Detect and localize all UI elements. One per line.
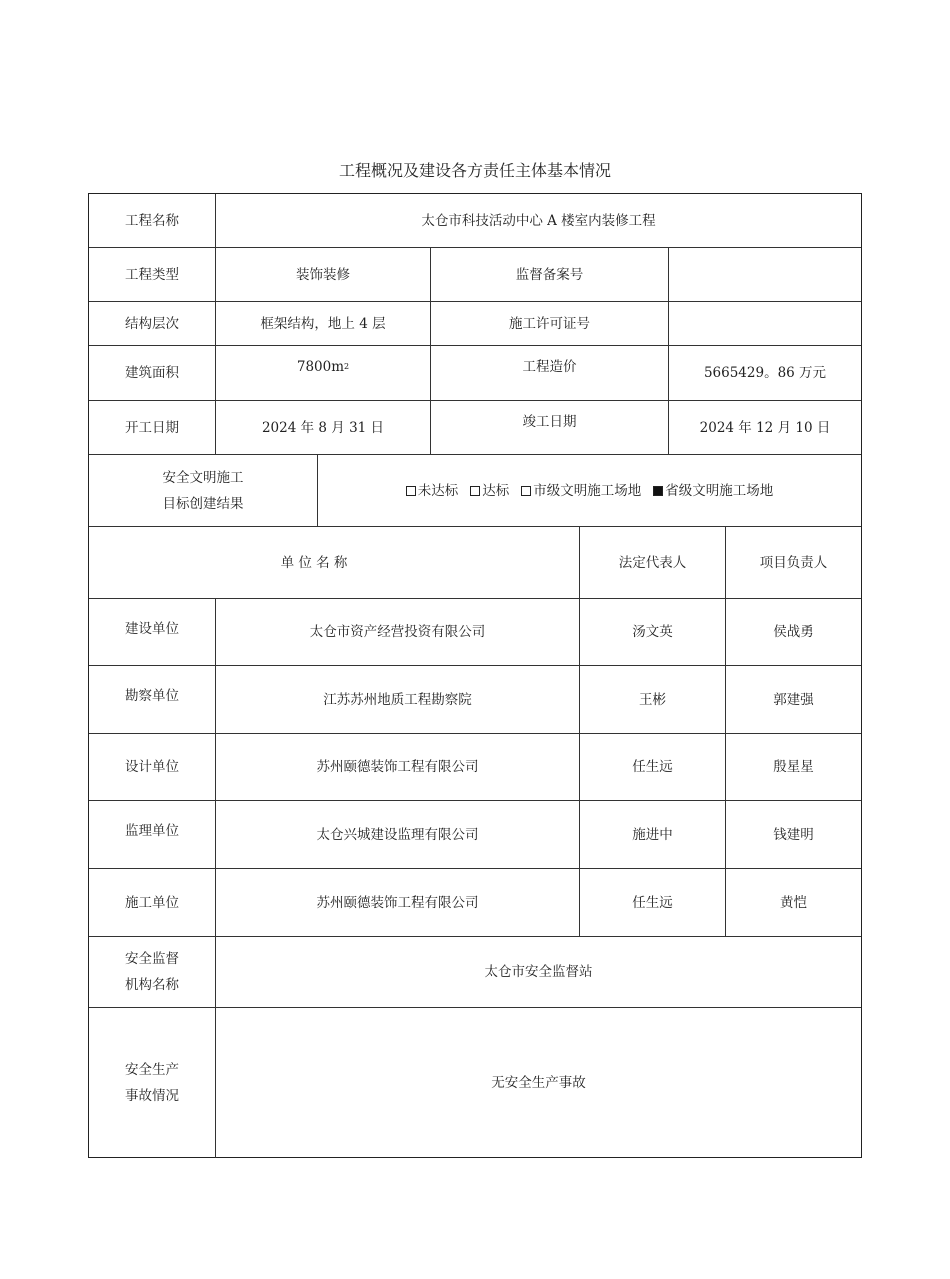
unit-name: 太仓兴城建设监理有限公司 [316, 826, 479, 843]
unit-name: 苏州颐德装饰工程有限公司 [316, 894, 479, 911]
start-date-label: 开工日期 [125, 419, 179, 436]
safety-goal-options [318, 455, 861, 526]
supervision-label [89, 937, 215, 1007]
record-number-value [669, 248, 861, 301]
unit-legal-rep: 任生远 [632, 894, 673, 911]
structure-value: 框架结构，地上 4 层 [260, 315, 386, 332]
accident-value: 无安全生产事故 [491, 1075, 586, 1091]
unit-name-header-text: 单 位 名 称 [280, 554, 348, 571]
safety-goal-label [89, 455, 317, 526]
unit-project-lead: 侯战勇 [773, 624, 814, 640]
unit-project-lead: 黄恺 [780, 894, 807, 911]
unit-legal-rep: 任生远 [632, 759, 673, 775]
supervision-label-line2: 机构名称 [125, 977, 179, 993]
end-date-value: 2024 年 12 月 10 日 [699, 419, 831, 436]
unit-role: 建设单位 [125, 621, 179, 637]
unit-name: 苏州颐德装饰工程有限公司 [316, 759, 479, 775]
unit-role: 施工单位 [125, 894, 179, 911]
permit-label: 施工许可证号 [509, 315, 590, 332]
accident-label [89, 1008, 215, 1158]
unit-project-lead: 殷星星 [773, 759, 814, 775]
unit-role: 监理单位 [125, 823, 179, 839]
permit-value [669, 302, 861, 345]
unit-legal-rep: 汤文英 [632, 624, 673, 640]
safety-goal-label-line1: 安全文明施工 [162, 469, 244, 486]
safety-goal-label-line2: 目标创建结果 [162, 495, 244, 512]
unit-name: 太仓市资产经营投资有限公司 [309, 624, 486, 640]
cost-value: 5665429。86 万元 [703, 365, 827, 381]
option-qualified[interactable] [470, 478, 509, 504]
project-lead-header: 项目负责人 [759, 554, 828, 571]
end-date-label: 竣工日期 [522, 413, 577, 430]
page-title: 工程概况及建设各方责任主体基本情况 [338, 161, 611, 180]
unit-legal-rep: 施进中 [632, 826, 673, 843]
option-label: 达标 [482, 482, 510, 499]
unit-name-header [89, 527, 579, 598]
option-label: 未达标 [417, 482, 459, 499]
option-label: 省级文明施工场地 [665, 482, 774, 499]
unit-role: 勘察单位 [125, 688, 179, 704]
area-value: 7800m 2 [216, 340, 430, 394]
supervision-label-line1: 安全监督 [125, 951, 179, 967]
unit-legal-rep: 王彬 [639, 691, 666, 708]
checkbox-icon [521, 486, 531, 496]
start-date-value: 2024 年 8 月 31 日 [261, 419, 385, 436]
option-province-level[interactable] [653, 478, 773, 504]
supervision-value: 太仓市安全监督站 [484, 964, 593, 980]
project-name-value: 太仓市科技活动中心 A 楼室内装修工程 [421, 212, 656, 229]
unit-name: 江苏苏州地质工程勘察院 [323, 691, 472, 708]
project-name-label: 工程名称 [125, 212, 179, 229]
option-city-level[interactable] [521, 478, 641, 504]
area-label: 建筑面积 [125, 365, 179, 381]
cost-label: 工程造价 [522, 359, 577, 375]
legal-rep-header: 法定代表人 [618, 554, 687, 571]
checkbox-checked-icon [653, 486, 663, 496]
project-type-value: 装饰装修 [296, 266, 350, 283]
unit-role: 设计单位 [125, 759, 179, 775]
unit-project-lead: 郭建强 [773, 691, 814, 708]
unit-project-lead: 钱建明 [773, 826, 814, 843]
area-number: 7800m [296, 359, 345, 375]
info-table [88, 193, 862, 1158]
checkbox-icon [470, 486, 480, 496]
accident-label-line2: 事故情况 [125, 1088, 179, 1104]
option-not-qualified[interactable] [406, 478, 459, 504]
checkbox-icon [406, 486, 416, 496]
option-label: 市级文明施工场地 [533, 482, 642, 499]
project-type-label: 工程类型 [125, 266, 179, 283]
structure-label: 结构层次 [125, 315, 179, 332]
record-number-label: 监督备案号 [515, 266, 584, 283]
accident-label-line1: 安全生产 [125, 1062, 179, 1078]
